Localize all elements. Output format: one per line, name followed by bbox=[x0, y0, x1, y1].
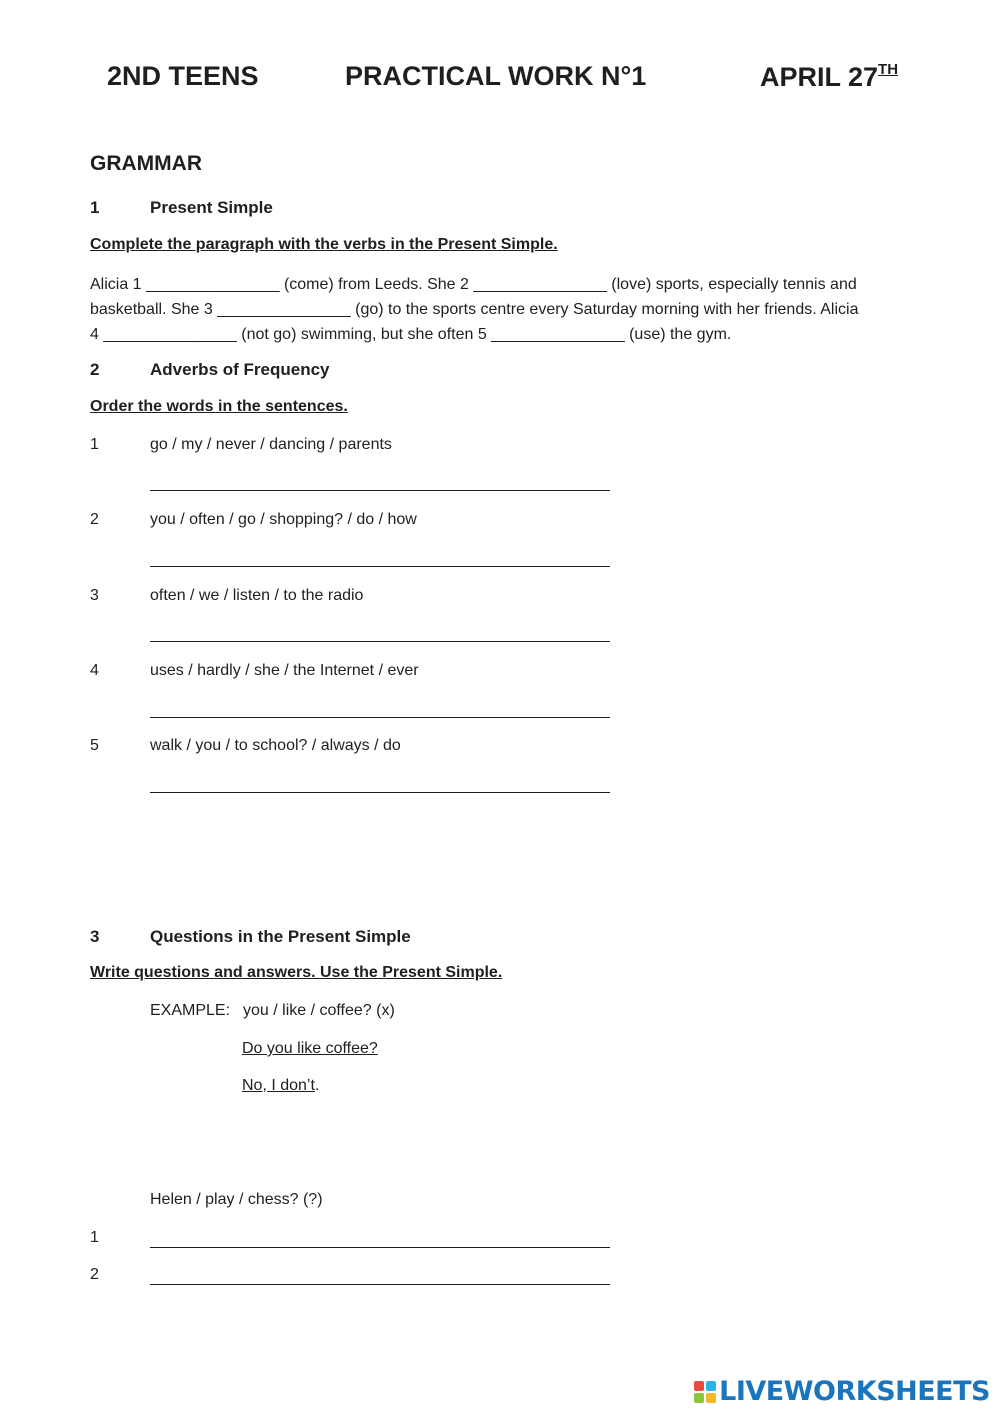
logo-square bbox=[706, 1393, 716, 1403]
liveworksheets-logo bbox=[694, 1376, 990, 1407]
paragraph-line: basketball. She 3 _______________ (go) to the sports centre every Saturday morning with her friends. Alicia bbox=[90, 301, 859, 318]
example-question: Do you like coffee? bbox=[242, 1040, 378, 1057]
answer-line[interactable] bbox=[150, 490, 610, 491]
answer-line[interactable] bbox=[150, 1284, 610, 1285]
worksheet-date bbox=[760, 61, 898, 93]
item-number: 5 bbox=[90, 737, 99, 754]
answer-line[interactable] bbox=[150, 566, 610, 567]
logo-icon bbox=[694, 1381, 716, 1403]
answer-number: 2 bbox=[90, 1266, 99, 1283]
part2-number: 2 bbox=[90, 360, 100, 379]
part1-instruction: Complete the paragraph with the verbs in the Present Simple. bbox=[90, 236, 558, 253]
item-words: often / we / listen / to the radio bbox=[150, 587, 364, 604]
item-number: 2 bbox=[90, 511, 99, 528]
logo-text: LIVEWORKSHEETS bbox=[719, 1376, 990, 1407]
item-number: 1 bbox=[90, 436, 99, 453]
item-words: you / often / go / shopping? / do / how bbox=[150, 511, 417, 528]
logo-square bbox=[694, 1393, 704, 1403]
date-suffix: TH bbox=[878, 61, 899, 78]
part2-title: Adverbs of Frequency bbox=[150, 360, 330, 379]
example-answer-text: No, I don’t bbox=[242, 1077, 315, 1094]
item-words: uses / hardly / she / the Internet / ever bbox=[150, 662, 419, 679]
answer-number: 1 bbox=[90, 1229, 99, 1246]
part1-number: 1 bbox=[90, 198, 100, 217]
part1-paragraph bbox=[90, 272, 915, 347]
example-answer-period: . bbox=[314, 1077, 320, 1094]
example-answer bbox=[242, 1077, 319, 1095]
item-number: 4 bbox=[90, 662, 99, 679]
part3-title: Questions in the Present Simple bbox=[150, 927, 411, 946]
date-text: APRIL 27 bbox=[760, 62, 879, 92]
part2-instruction: Order the words in the sentences. bbox=[90, 398, 348, 415]
class-level: 2ND TEENS bbox=[107, 61, 259, 91]
logo-square bbox=[706, 1381, 716, 1391]
item-words: walk / you / to school? / always / do bbox=[150, 737, 401, 754]
question-prompt: Helen / play / chess? (?) bbox=[150, 1191, 323, 1208]
example-prompt: you / like / coffee? (x) bbox=[243, 1002, 395, 1019]
part3-instruction: Write questions and answers. Use the Present Simple. bbox=[90, 964, 503, 981]
paragraph-line: Alicia 1 _______________ (come) from Leeds. She 2 _______________ (love) sports, especially tennis and bbox=[90, 276, 857, 293]
item-number: 3 bbox=[90, 587, 99, 604]
example-label: EXAMPLE: bbox=[150, 1002, 231, 1019]
worksheet-title: PRACTICAL WORK N°1 bbox=[345, 61, 647, 91]
answer-line[interactable] bbox=[150, 641, 610, 642]
logo-square bbox=[694, 1381, 704, 1391]
part1-title: Present Simple bbox=[150, 198, 273, 217]
paragraph-line: 4 _______________ (not go) swimming, but she often 5 _______________ (use) the gym. bbox=[90, 326, 732, 343]
item-words: go / my / never / dancing / parents bbox=[150, 436, 392, 453]
section-heading: GRAMMAR bbox=[90, 152, 202, 175]
part3-number: 3 bbox=[90, 927, 100, 946]
answer-line[interactable] bbox=[150, 1247, 610, 1248]
answer-line[interactable] bbox=[150, 792, 610, 793]
answer-line[interactable] bbox=[150, 717, 610, 718]
